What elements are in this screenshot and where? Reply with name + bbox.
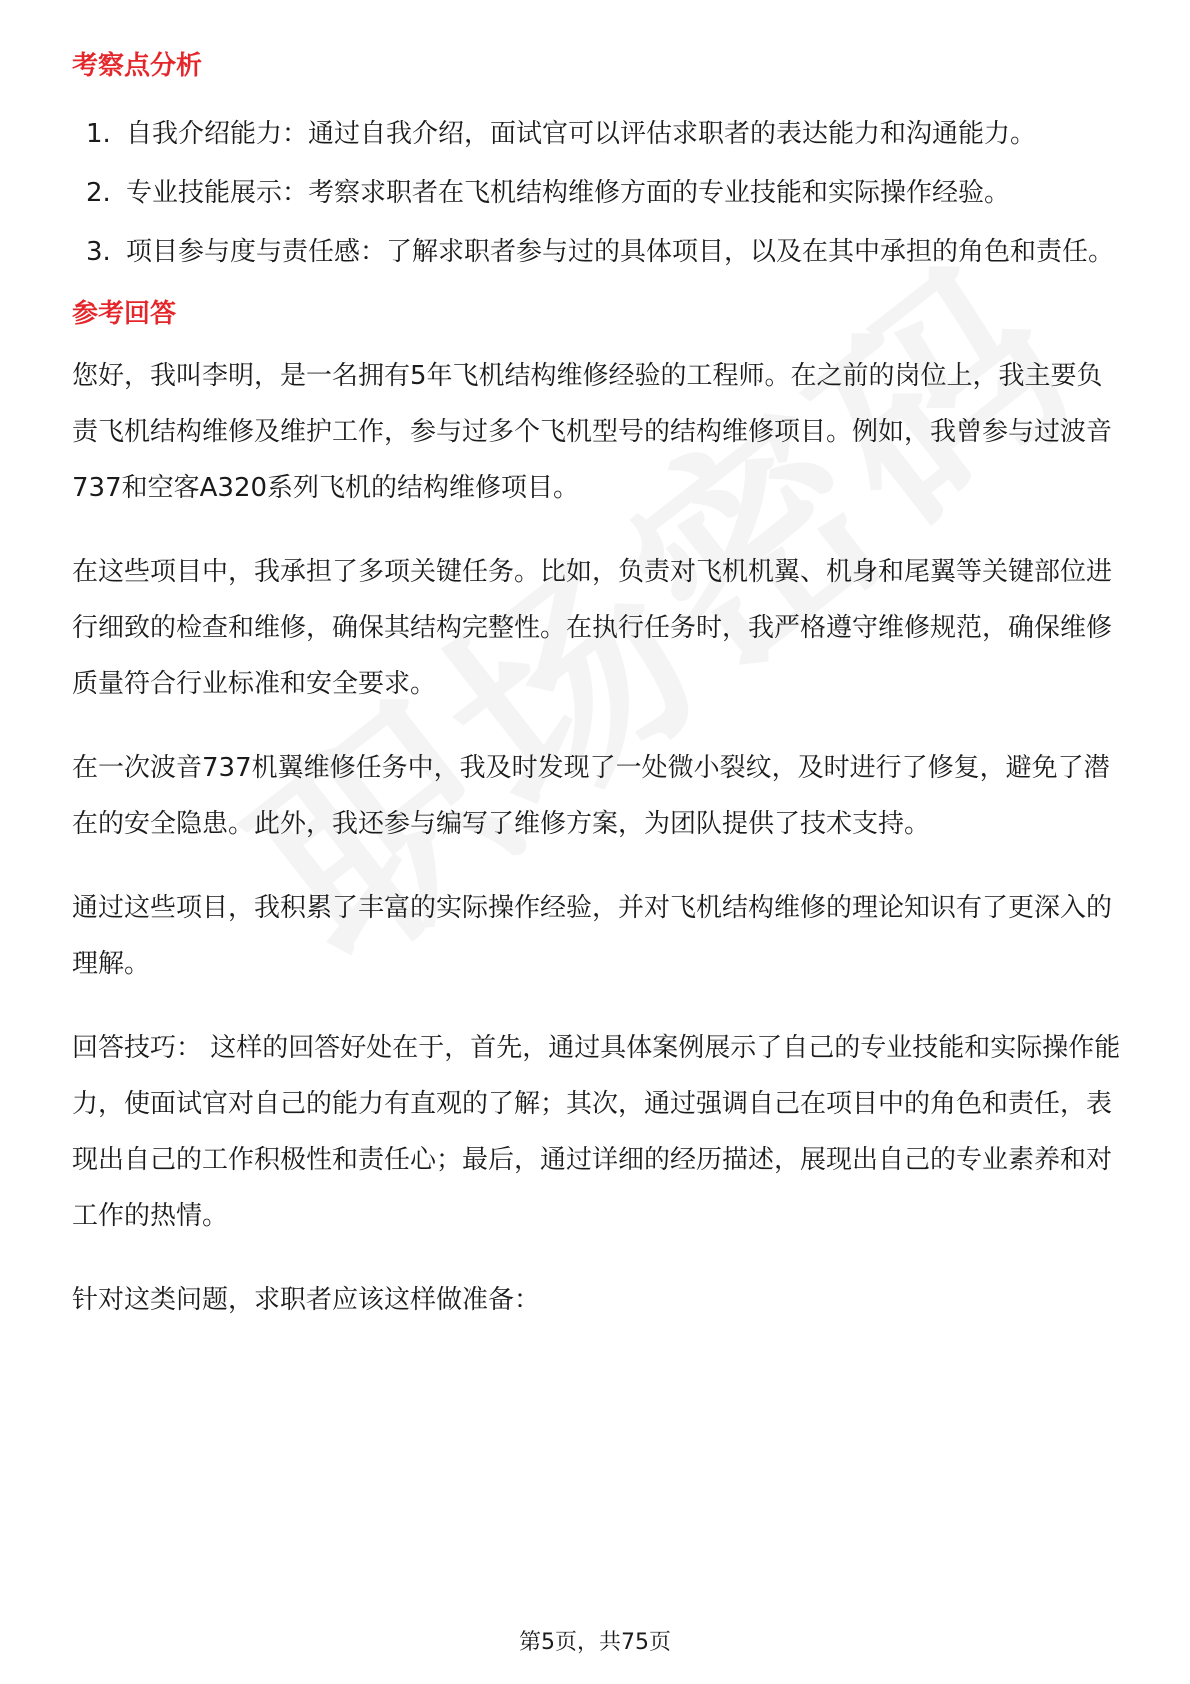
answer-paragraph: 您好，我叫李明，是一名拥有5年飞机结构维修经验的工程师。在之前的岗位上，我主要负责飞机结构维修及维护工作，参与过多个飞机型号的结构维修项目。例如，我曾参与过波音737和空客A320系列飞机的结构维修项目。 xyxy=(72,361,1113,503)
answer-paragraph: 在这些项目中，我承担了多项关键任务。比如，负责对飞机机翼、机身和尾翼等关键部位进行细致的检查和维修，确保其结构完整性。在执行任务时，我严格遵守维修规范，确保维修质量符合行业标准和安全要求。 xyxy=(72,557,1113,699)
page-number: 第5页，共75页 xyxy=(519,1630,671,1655)
list-item xyxy=(72,165,1122,221)
answer-tips-paragraph: 回答技巧： 这样的回答好处在于，首先，通过具体案例展示了自己的专业技能和实际操作能力，使面试官对自己的能力有直观的了解；其次，通过强调自己在项目中的角色和责任，表现出自己的工作积极性和责任心；最后，通过详细的经历描述，展现出自己的专业素养和对工作的热情。 xyxy=(72,1033,1121,1231)
document-page xyxy=(72,48,1122,1356)
list-item-text: 项目参与度与责任感：了解求职者参与过的具体项目，以及在其中承担的角色和责任。 xyxy=(126,237,1115,267)
analysis-heading: 考察点分析 xyxy=(72,51,203,81)
list-item-number: 2. xyxy=(86,178,111,208)
list-item-text: 专业技能展示：考察求职者在飞机结构维修方面的专业技能和实际操作经验。 xyxy=(126,178,1011,208)
list-item-number: 3. xyxy=(86,237,111,267)
list-item-number: 1. xyxy=(86,119,111,149)
reference-answer-heading: 参考回答 xyxy=(72,299,177,329)
list-item-text: 自我介绍能力：通过自我介绍，面试官可以评估求职者的表达能力和沟通能力。 xyxy=(126,119,1037,149)
preparation-intro: 针对这类问题，求职者应该这样做准备： xyxy=(72,1285,541,1315)
list-item xyxy=(72,224,1122,280)
answer-paragraph: 在一次波音737机翼维修任务中，我及时发现了一处微小裂纹，及时进行了修复，避免了潜在的安全隐患。此外，我还参与编写了维修方案，为团队提供了技术支持。 xyxy=(72,753,1110,839)
answer-paragraph: 通过这些项目，我积累了丰富的实际操作经验，并对飞机结构维修的理论知识有了更深入的理解。 xyxy=(72,893,1113,979)
analysis-list xyxy=(72,106,1122,280)
list-item xyxy=(72,106,1122,162)
